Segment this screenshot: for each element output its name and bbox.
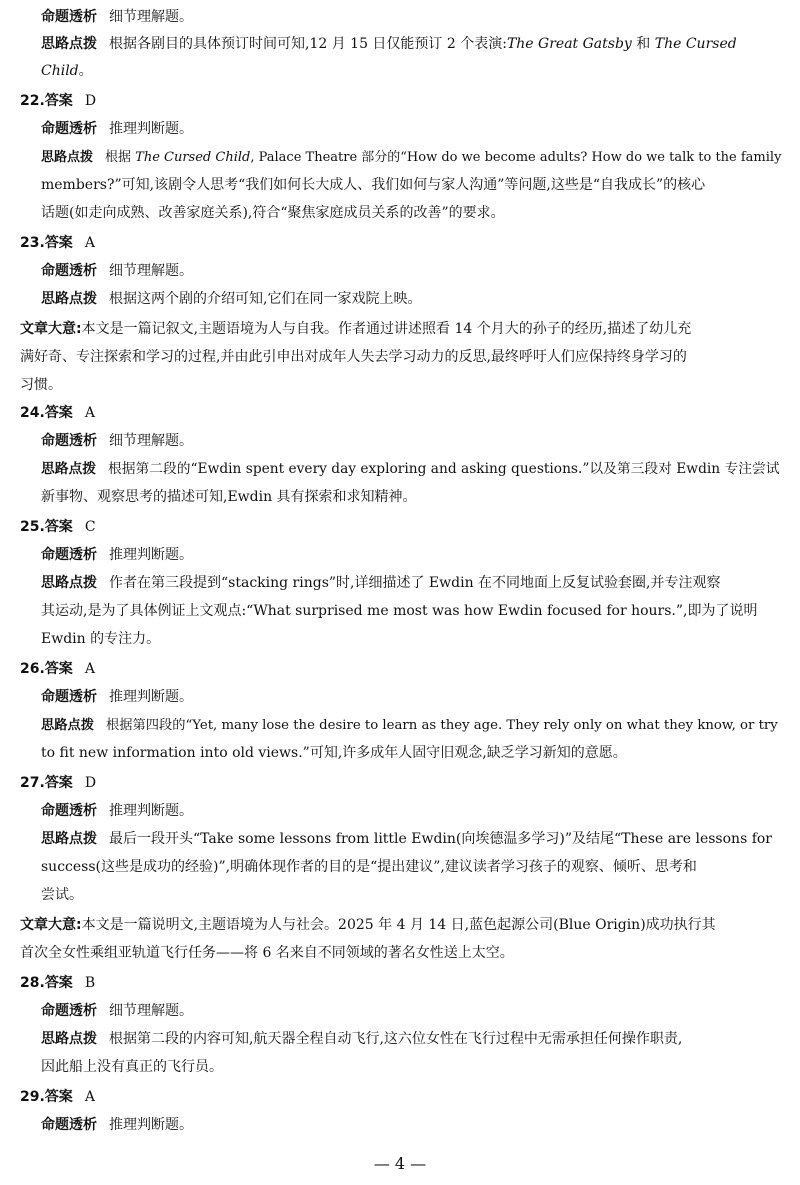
summary-1-line-1 — [20, 316, 691, 343]
q25-type: 推理判断题。 — [109, 547, 193, 563]
q24-type-line — [41, 428, 193, 455]
tip-label: 思路点拨 — [41, 291, 97, 307]
q24-type: 细节理解题。 — [109, 433, 193, 449]
q22-tip-line-3: 话题(如走向成熟、改善家庭关系),符合“聚焦家庭成员关系的改善”的要求。 — [41, 205, 505, 221]
q22-type-line — [41, 116, 193, 143]
type-label: 命题透析 — [41, 263, 97, 279]
answer-label: 答案 — [44, 775, 73, 791]
q23-type: 细节理解题。 — [109, 263, 193, 279]
q27-answer-line — [20, 770, 96, 797]
q27-type-line — [41, 798, 193, 825]
q21-tip-line-2 — [41, 58, 93, 85]
q29-answer-line — [20, 1084, 95, 1111]
answer-label: 答案 — [44, 975, 73, 991]
q28-type: 细节理解题。 — [109, 1003, 193, 1019]
q26-tip-line-1 — [41, 712, 778, 739]
answer-letter: C — [84, 519, 96, 535]
answer-label: 答案 — [44, 405, 73, 421]
tip-label: 思路点拨 — [41, 575, 97, 591]
q21-tip-end: 。 — [78, 63, 93, 79]
tip-label: 思路点拨 — [41, 718, 95, 733]
q27-tip-text: 最后一段开头“Take some lessons from little Ewdin(向埃德温多学习)”及结尾“These are lessons for — [109, 831, 773, 847]
q23-tip-line-1 — [41, 286, 421, 313]
question-number: 25. — [20, 519, 45, 535]
q28-answer-line — [20, 970, 95, 997]
tip-label: 思路点拨 — [41, 36, 97, 52]
q26-answer-line — [20, 656, 95, 683]
q21-tip-and: 和 — [631, 36, 655, 52]
answer-letter: A — [84, 235, 95, 251]
q21-tip-title-2: The Cursed — [654, 36, 737, 52]
q21-type: 细节理解题。 — [109, 9, 193, 25]
tip-label: 思路点拨 — [41, 1031, 97, 1047]
q25-tip-line-1 — [41, 570, 721, 597]
q21-tip-title-1: The Great Gatsby — [506, 36, 632, 52]
q22-type: 推理判断题。 — [109, 121, 193, 137]
question-number: 26. — [20, 661, 45, 677]
type-label: 命题透析 — [41, 9, 97, 25]
type-label: 命题透析 — [41, 689, 97, 705]
tip-label: 思路点拨 — [41, 831, 97, 847]
q26-tip-text: 根据第四段的“Yet, many lose the desire to learn as they age. They rely only on what they know, or try — [106, 718, 778, 733]
answer-letter: A — [84, 1089, 95, 1105]
summary-2-text: 本文是一篇说明文,主题语境为人与社会。2025 年 4 月 14 日,蓝色起源公司(Blue Origin)成功执行其 — [81, 917, 716, 933]
question-number: 27. — [20, 775, 45, 791]
type-label: 命题透析 — [41, 1117, 97, 1133]
type-label: 命题透析 — [41, 1003, 97, 1019]
question-number: 22. — [20, 93, 45, 109]
q21-tip-text: 根据各剧目的具体预订时间可知,12 月 15 日仅能预订 2 个表演: — [109, 36, 507, 52]
q24-tip-line-1 — [41, 456, 780, 483]
q25-type-line — [41, 542, 193, 569]
q22-tip-line-2: members?”可知,该剧令人思考“我们如何长大成人、我们如何与家人沟通”等问题,这些是“自我成长”的核心 — [41, 177, 706, 193]
q22-tip-text: 根据 — [105, 150, 136, 165]
q21-tip-line-1 — [41, 31, 737, 58]
answer-label: 答案 — [44, 519, 73, 535]
tip-label: 思路点拨 — [41, 150, 94, 165]
tip-label: 思路点拨 — [41, 461, 97, 477]
answer-letter: D — [84, 775, 97, 791]
answer-label: 答案 — [44, 1089, 73, 1105]
question-number: 29. — [20, 1089, 45, 1105]
type-label: 命题透析 — [41, 803, 97, 819]
q29-type: 推理判断题。 — [109, 1117, 193, 1133]
summary-2-line-1 — [20, 912, 716, 939]
q23-tip-text: 根据这两个剧的介绍可知,它们在同一家戏院上映。 — [109, 291, 422, 307]
summary-1-line-3: 习惯。 — [20, 377, 62, 393]
q25-tip-line-2: 其运动,是为了具体例证上文观点:“What surprised me most was how Ewdin focused for hours.”,即为了说明 — [41, 603, 758, 619]
q21-tip-title-2-cont: Child — [41, 63, 79, 79]
q26-type: 推理判断题。 — [109, 689, 193, 705]
q27-tip-line-1 — [41, 826, 772, 853]
question-number: 24. — [20, 405, 45, 421]
q28-tip-text: 根据第二段的内容可知,航天器全程自动飞行,这六位女性在飞行过程中无需承担任何操作职责, — [109, 1031, 683, 1047]
summary-2-line-2: 首次全女性乘组亚轨道飞行任务——将 6 名来自不同领域的著名女性送上太空。 — [20, 945, 514, 961]
answer-letter: B — [84, 975, 96, 991]
summary-1-line-2: 满好奇、专注探索和学习的过程,并由此引申出对成年人失去学习动力的反思,最终呼吁人们应保持终身学习的 — [20, 349, 687, 365]
q23-type-line — [41, 258, 193, 285]
q26-type-line — [41, 684, 193, 711]
q22-tip-line-1 — [41, 144, 781, 171]
q21-type-line — [41, 4, 193, 31]
answer-label: 答案 — [44, 235, 73, 251]
q25-tip-line-3: Ewdin 的专注力。 — [41, 631, 161, 647]
q27-tip-line-3: 尝试。 — [41, 887, 83, 903]
q25-answer-line — [20, 514, 96, 541]
q28-type-line — [41, 998, 193, 1025]
q29-type-line — [41, 1112, 193, 1139]
q22-tip-text-cont: , Palace Theatre 部分的“How do we become adults? How do we talk to the family — [250, 150, 782, 165]
summary-1-text: 本文是一篇记叙文,主题语境为人与自我。作者通过讲述照看 14 个月大的孙子的经历,描述了幼儿充 — [81, 321, 692, 337]
type-label: 命题透析 — [41, 433, 97, 449]
q24-tip-line-2: 新事物、观察思考的描述可知,Ewdin 具有探索和求知精神。 — [41, 489, 417, 505]
q23-answer-line — [20, 230, 95, 257]
q22-answer-line — [20, 88, 96, 115]
summary-label: 文章大意: — [20, 917, 82, 933]
q25-tip-text: 作者在第三段提到“stacking rings”时,详细描述了 Ewdin 在不同地面上反复试验套圈,并专注观察 — [109, 575, 721, 591]
type-label: 命题透析 — [41, 121, 97, 137]
answer-letter: A — [84, 405, 95, 421]
q27-tip-line-2: success(这些是成功的经验)”,明确体现作者的目的是“提出建议”,建议读者学习孩子的观察、倾听、思考和 — [41, 859, 697, 875]
q26-tip-line-2: to fit new information into old views.”可知,许多成年人固守旧观念,缺乏学习新知的意愿。 — [41, 745, 627, 761]
answer-letter: A — [84, 661, 95, 677]
q27-type: 推理判断题。 — [109, 803, 193, 819]
type-label: 命题透析 — [41, 547, 97, 563]
answer-label: 答案 — [44, 93, 73, 109]
answer-letter: D — [84, 93, 97, 109]
q24-tip-text: 根据第二段的“Ewdin spent every day exploring and asking questions.”以及第三段对 Ewdin 专注尝试 — [108, 461, 780, 477]
q28-tip-line-2: 因此船上没有真正的飞行员。 — [41, 1059, 223, 1075]
question-number: 23. — [20, 235, 45, 251]
answer-label: 答案 — [44, 661, 73, 677]
question-number: 28. — [20, 975, 45, 991]
q24-answer-line — [20, 400, 95, 427]
page-number: — 4 — — [373, 1154, 427, 1173]
q22-tip-title: The Cursed Child — [135, 150, 251, 165]
q28-tip-line-1 — [41, 1026, 682, 1053]
summary-label: 文章大意: — [20, 321, 82, 337]
